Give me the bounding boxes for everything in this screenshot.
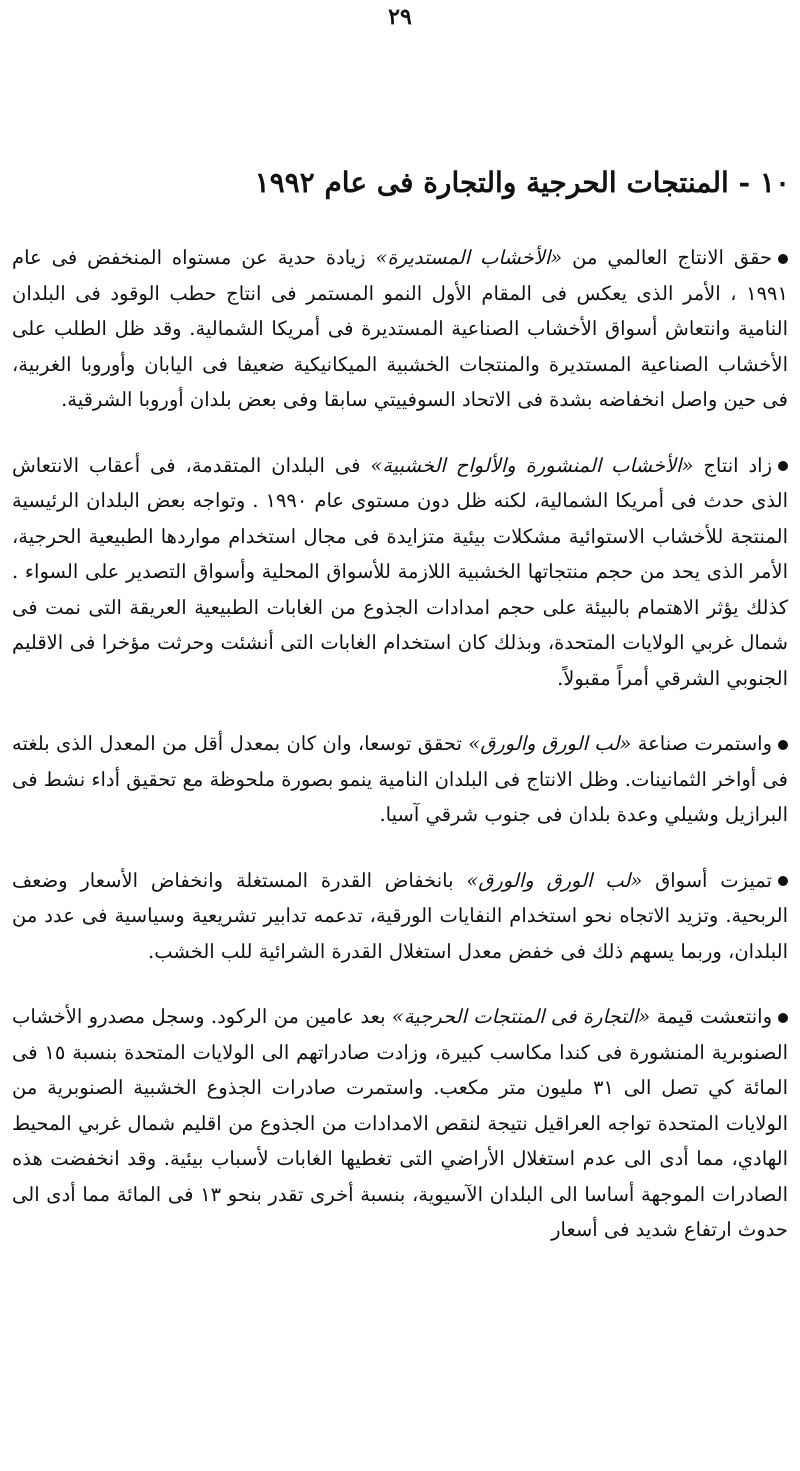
bullet-icon [778,254,788,264]
paragraph-text: حقق الانتاج العالمي من [562,246,772,269]
paragraph-text: زيادة حدية عن مستواه المنخفض فى عام ١٩٩١ ، الأمر الذى يعكس فى المقام الأول النمو المستمر فى انتاج حطب الوقود فى البلدان النامية وانتعاش أسواق الأخشاب الصناعية المستديرة فى أمريكا الشمالية. وقد ظل الطلب على الأخشاب الصناعية المستديرة والمنتجات الخشبية الميكانيكية ضعيفا فى اليابان وأوروبا الغربية، فى حين واصل انخفاضه بشدة فى الاتحاد السوفييتي سابقا وفى بعض بلدان أوروبا الشرقية. [12,246,788,411]
bullet-icon [778,461,788,471]
paragraph-term: «لب الورق والورق» [468,732,632,755]
paragraph-text: تميزت أسواق [642,868,772,892]
bullet-icon [778,740,788,750]
bullet-icon [778,1013,788,1023]
paragraph-pulp-industry [12,726,788,833]
paragraph-term: «الأخشاب المنشورة والألواح الخشبية» [370,453,694,477]
chapter-title: ١٠ - المنتجات الحرجية والتجارة فى عام ١٩٩٢ [254,166,790,199]
paragraph-text: تحقق توسعا، وان كان بمعدل أقل من المعدل الذى بلغته فى أواخر الثمانينات. وظل الانتاج فى البلدان النامية ينمو بصورة ملحوظة مع تحقيق أداء نشط فى البرازيل وشيلي وعدة بلدان فى جنوب شرقي آسيا. [12,732,788,826]
body-text [12,240,788,1262]
page-number: ٢٩ [388,4,412,30]
paragraph-trade [12,999,788,1248]
bullet-icon [778,876,788,886]
paragraph-text: فى البلدان المتقدمة، فى أعقاب الانتعاش الذى حدث فى أمريكا الشمالية، لكنه ظل دون مستوى عام ١٩٩٠ . وتواجه بعض البلدان الرئيسية المنتجة للأخشاب الاستوائية مشكلات بيئية متزايدة فى مجال استخدام مواردها الطبيعية الحرجية، الأمر الذى يحد من حجم منتجاتها الخشبية اللازمة للأسواق المحلية وأسواق التصدير على السواء . كذلك يؤثر الاهتمام بالبيئة على حجم امدادات الجذوع من الغابات الطبيعية العريقة التى نمت فى شمال غربي الولايات المتحدة، وبذلك كان استخدام الغابات التى أنشئت وحرثت مؤخرا فى الاقليم الجنوبي الشرقي أمراً مقبولاً. [12,453,788,690]
paragraph-sawnwood [12,448,788,697]
paragraph-term: «التجارة فى المنتجات الحرجية» [391,1005,651,1028]
paragraph-text: بانخفاض القدرة المستغلة وانخفاض الأسعار وضعف الربحية. وتزيد الاتجاه نحو استخدام النفايات الورقية، تدعمه تدابير تشريعية وسياسية فى عدد من البلدان، وربما يسهم ذلك فى خفض معدل استغلال القدرة الشرائية للب الخشب. [12,868,788,963]
paragraph-roundwood [12,240,788,418]
paragraph-text: وانتعشت قيمة [650,1005,772,1028]
paragraph-term: «لب الورق والورق» [466,868,643,892]
paragraph-term: «الأخشاب المستديرة» [375,246,563,269]
paragraph-text: واستمرت صناعة [631,732,773,755]
paragraph-text: بعد عامين من الركود. وسجل مصدرو الأخشاب الصنوبرية المنشورة فى كندا مكاسب كبيرة، وزادت صادراتهم الى الولايات المتحدة بنسبة ١٥ فى المائة كي تصل الى ٣١ مليون متر مكعب. واستمرت صادرات الجذوع الخشبية الصنوبرية من الولايات المتحدة تواجه العراقيل نتيجة لنقص الامدادات من الجذوع من اقليم شمال غربي المحيط الهادي، مما أدى الى عدم استغلال الأراضي التى تغطيها الغابات لأسباب بيئية. وقد انخفضت هذه الصادرات الموجهة أساسا الى البلدان الآسيوية، بنسبة أخرى تقدر بنحو ١٣ فى المائة مما أدى الى حدوث ارتفاع شديد فى أسعار [12,1005,788,1241]
paragraph-text: زاد انتاج [693,453,773,477]
paragraph-pulp-markets [12,863,788,970]
